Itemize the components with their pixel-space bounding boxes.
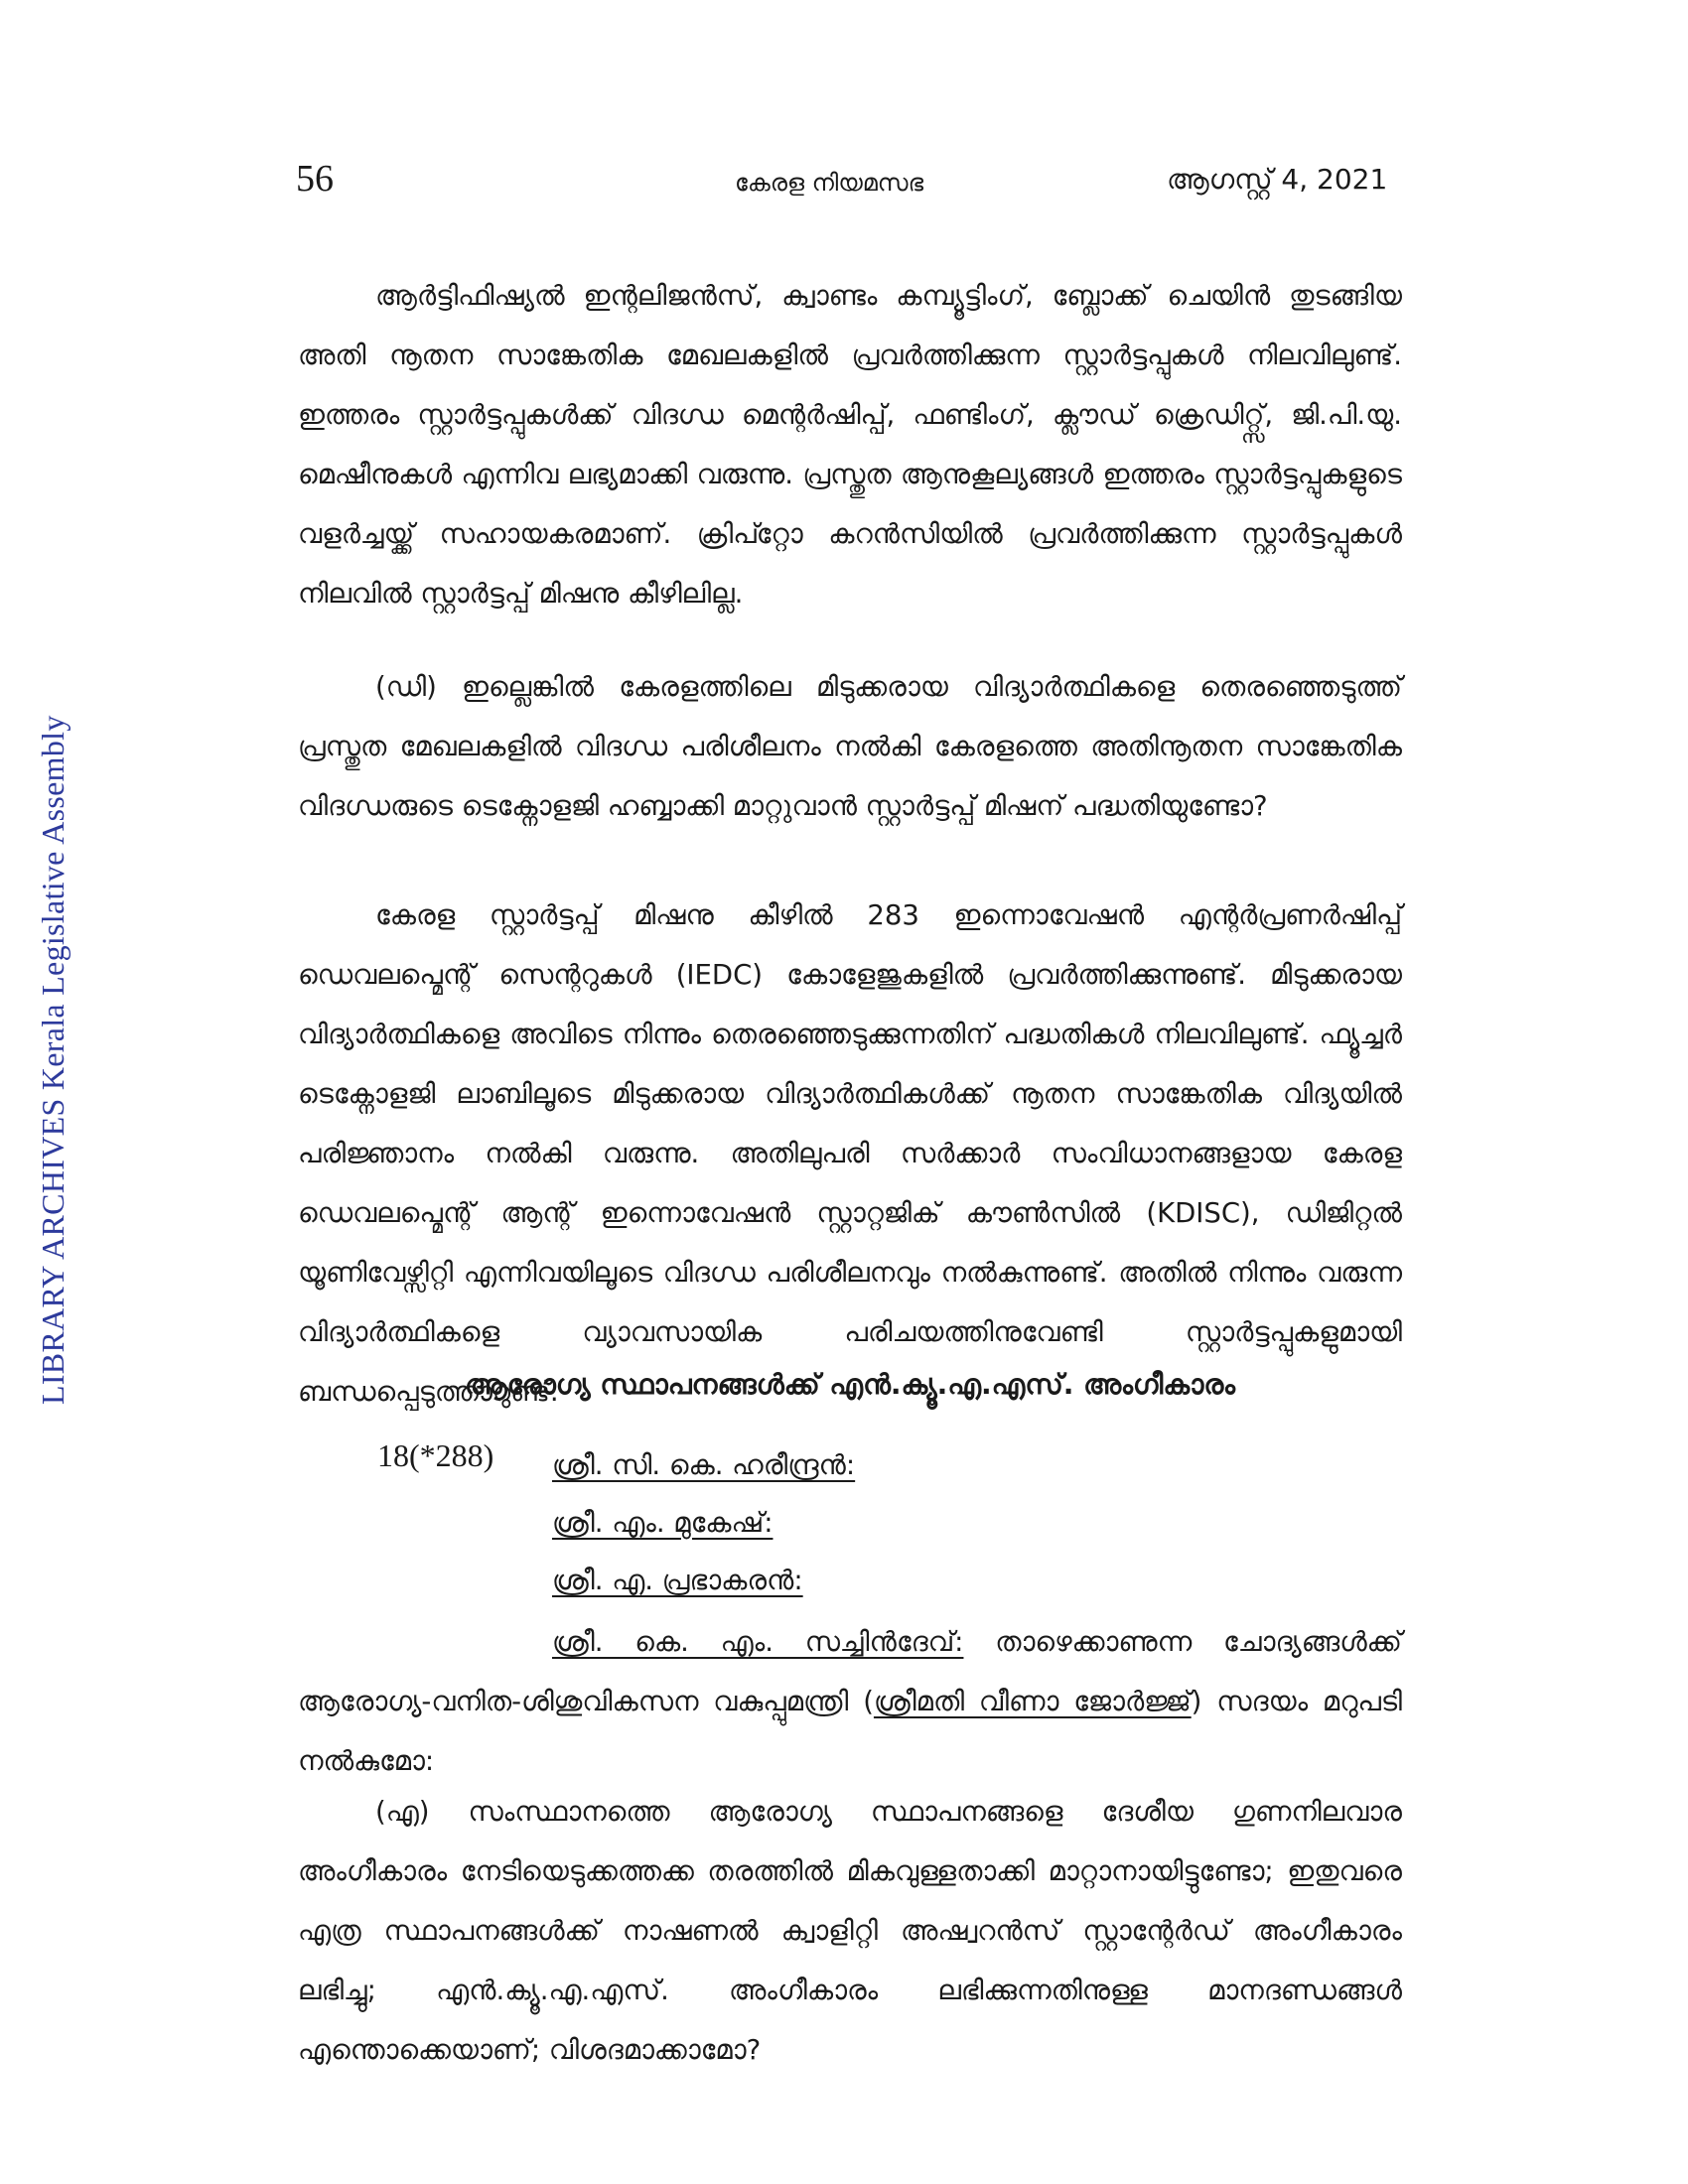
answer-paragraph-1 <box>298 266 1402 623</box>
question-number: 18(*288) <box>377 1437 494 1473</box>
member-name: ശ്രീ. കെ. എം. സച്ചിൻദേവ്: <box>552 1626 964 1658</box>
member-name: ശ്രീ. എം. മുകേഷ്: <box>552 1507 774 1539</box>
paragraph-text: ആർട്ടിഫിഷ്യൽ ഇന്റലിജൻസ്, ക്വാണ്ടം കമ്പ്യൂട്ടിംഗ്, ബ്ലോക്ക് ചെയിൻ തുടങ്ങിയ അതി നൂതന സാങ്കേതിക മേഖലകളിൽ പ്രവർത്തിക്കുന്ന സ്റ്റാർട്ടപ്പുകൾ നിലവിലുണ്ട്. ഇത്തരം സ്റ്റാർട്ടപ്പുകൾക്ക് വിദഗ്ധ മെന്റർഷിപ്പ്, ഫണ്ടിംഗ്, ക്ലൗഡ് ക്രെഡിറ്റ്സ്, ജി.പി.യു. മെഷീനുകൾ എന്നിവ ലഭ്യമാക്കി വരുന്നു. പ്രസ്തുത ആനുകൂല്യങ്ങൾ ഇത്തരം സ്റ്റാർട്ടപ്പുകളുടെ വളർച്ചയ്ക്ക് സഹായകരമാണ്. ക്രിപ്റ്റോ കറൻസിയിൽ പ്രവർത്തിക്കുന്ന സ്റ്റാർട്ടപ്പുകൾ നിലവിൽ സ്റ്റാർട്ടപ്പ് മിഷനു കീഴിലില്ല. <box>298 280 1402 610</box>
question-intro-part-2: ) സദയം മറുപടി നൽകുമോ: <box>298 1686 1402 1777</box>
question-intro <box>298 1612 1402 1791</box>
minister-name: ശ്രീമതി വീണാ ജോർജ്ജ് <box>873 1686 1192 1717</box>
paragraph-text: കേരള സ്റ്റാർട്ടപ്പ് മിഷനു കീഴിൽ 283 ഇന്നൊവേഷൻ എന്റർപ്രണർഷിപ്പ് ഡെവലപ്മെന്റ് സെന്ററുകൾ (IEDC) കോളേജുകളിൽ പ്രവർത്തിക്കുന്നുണ്ട്. മിടുക്കരായ വിദ്യാർത്ഥികളെ അവിടെ നിന്നും തെരഞ്ഞെടുക്കുന്നതിന് പദ്ധതികൾ നിലവിലുണ്ട്. ഫ്യൂച്ചർ ടെക്നോളജി ലാബിലൂടെ മിടുക്കരായ വിദ്യാർത്ഥികൾക്ക് നൂതന സാങ്കേതിക വിദ്യയിൽ പരിജ്ഞാനം നൽകി വരുന്നു. അതിലുപരി സർക്കാർ സംവിധാനങ്ങളായ കേരള ഡെവലപ്മെന്റ് ആന്റ് ഇന്നൊവേഷൻ സ്റ്റാറ്റജിക് കൗൺസിൽ (KDISC), ഡിജിറ്റൽ യൂണിവേഴ്സിറ്റി എന്നിവയിലൂടെ വിദഗ്ധ പരിശീലനവും നൽകുന്നുണ്ട്. അതിൽ നിന്നും വരുന്ന വിദ്യാർത്ഥികളെ വ്യാവസായിക പരിചയത്തിനുവേണ്ടി സ്റ്റാർട്ടപ്പുകളുമായി ബന്ധപ്പെടുത്താറുണ്ട്. <box>298 899 1402 1408</box>
member-name: ശ്രീ. എ. പ്രഭാകരൻ: <box>552 1565 803 1596</box>
member-name: ശ്രീ. സി. കെ. ഹരീന്ദ്രൻ: <box>552 1449 856 1481</box>
paragraph-text: (എ) സംസ്ഥാനത്തെ ആരോഗ്യ സ്ഥാപനങ്ങളെ ദേശീയ ഗുണനിലവാര അംഗീകാരം നേടിയെടുക്കത്തക്ക തരത്തിൽ മികവുള്ളതാക്കി മാറ്റാനായിട്ടുണ്ടോ; ഇതുവരെ എത്ര സ്ഥാപനങ്ങൾക്ക് നാഷണൽ ക്വാളിറ്റി അഷ്വറൻസ് സ്റ്റാന്റേർഡ് അംഗീകാരം ലഭിച്ചു; എൻ.ക്യൂ.എ.എസ്. അംഗീകാരം ലഭിക്കുന്നതിനുള്ള മാനദണ്ഡങ്ങൾ എന്തൊക്കെയാണ്; വിശദമാക്കാമോ? <box>298 1796 1402 2066</box>
question-d <box>298 657 1402 836</box>
section-heading: ആരോഗ്യ സ്ഥാപനങ്ങൾക്ക് എൻ.ക്യൂ.എ.എസ്. അംഗീകാരം <box>464 1368 1236 1401</box>
paragraph-text: (ഡി) ഇല്ലെങ്കിൽ കേരളത്തിലെ മിടുക്കരായ വിദ്യാർത്ഥികളെ തെരഞ്ഞെടുത്ത് പ്രസ്തുത മേഖലകളിൽ വിദഗ്ധ പരിശീലനം നൽകി കേരളത്തെ അതിനൂതന സാങ്കേതിക വിദഗ്ധരുടെ ടെക്നോളജി ഹബ്ബാക്കി മാറ്റുവാൻ സ്റ്റാർട്ടപ്പ് മിഷന് പദ്ധതിയുണ്ടോ? <box>298 671 1402 822</box>
question-intro-part-1: താഴെക്കാണുന്ന ചോദ്യങ്ങൾക്ക് ആരോഗ്യ-വനിത-ശിശുവികസന വകുപ്പുമന്ത്രി ( <box>298 1626 1402 1717</box>
answer-paragraph-d <box>298 886 1402 1422</box>
question-intro-text <box>298 1612 1402 1791</box>
page-header-date: ആഗസ്റ്റ് 4, 2021 <box>1167 163 1388 196</box>
archive-watermark: LIBRARY ARCHIVES Kerala Legislative Assembly <box>35 715 70 1405</box>
page-header-title: കേരള നിയമസഭ <box>735 169 924 197</box>
page-number: 56 <box>296 158 334 200</box>
sub-question-a <box>298 1782 1402 2080</box>
